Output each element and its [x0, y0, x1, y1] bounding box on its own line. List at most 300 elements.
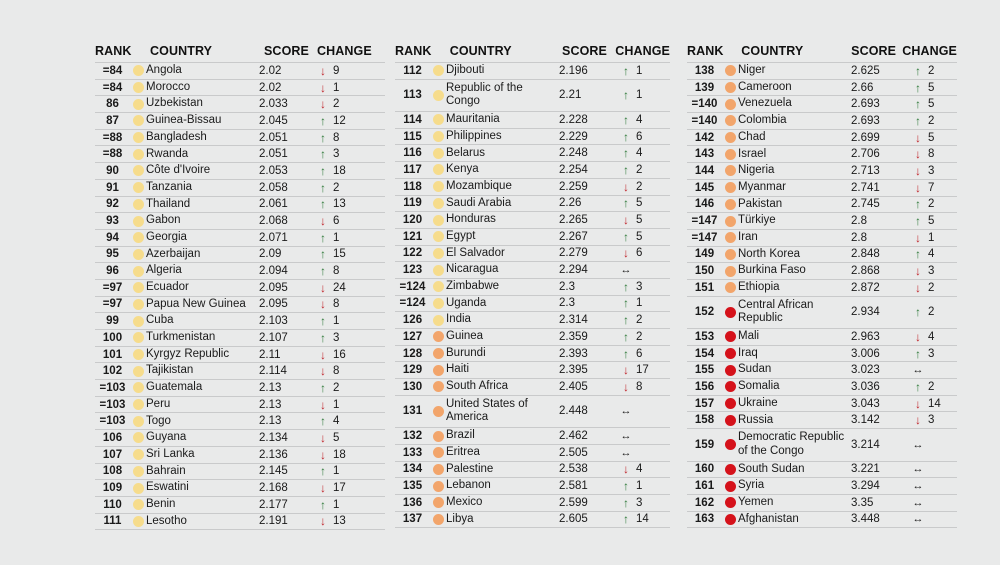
arrow-up-icon: ↑ — [320, 197, 326, 212]
change-cell: 4 — [928, 248, 935, 261]
rank-cell: =88 — [102, 131, 123, 144]
table-row — [395, 196, 670, 213]
country-cell: Tanzania — [146, 180, 193, 193]
rank-cell: 113 — [403, 89, 422, 102]
score-cell: 2.872 — [851, 281, 880, 294]
country-cell: Guyana — [146, 431, 187, 444]
status-dot-cell — [722, 232, 738, 243]
country-cell: Venezuela — [738, 97, 792, 110]
table-row — [687, 346, 957, 363]
change-cell: 5 — [928, 215, 935, 228]
header-rank: RANK — [687, 44, 724, 58]
table-body — [95, 62, 385, 530]
table-row — [395, 462, 670, 479]
status-dot-icon — [133, 165, 144, 176]
rank-cell: 142 — [694, 131, 715, 144]
country-cell: Mauritania — [446, 113, 500, 126]
change-cell: 4 — [636, 113, 643, 126]
status-dot-icon — [725, 249, 736, 260]
status-dot-cell — [722, 365, 738, 376]
status-dot-cell — [722, 415, 738, 426]
arrow-down-icon: ↓ — [320, 280, 326, 295]
rank-cell: =103 — [99, 381, 126, 394]
table-row — [395, 296, 670, 313]
score-cell: 2.196 — [559, 64, 588, 77]
country-cell: Belarus — [446, 146, 485, 159]
score-cell: 2.051 — [259, 148, 288, 161]
status-dot-cell — [722, 514, 738, 525]
rank-cell: 163 — [694, 513, 715, 526]
change-cell: 3 — [636, 496, 643, 509]
rank-cell: 130 — [402, 380, 423, 393]
rank-cell: 150 — [694, 265, 715, 278]
change-cell: 1 — [333, 315, 340, 328]
table-row — [395, 279, 670, 296]
table-row — [95, 146, 385, 163]
header-change: CHANGE — [615, 44, 670, 58]
table-row — [395, 145, 670, 162]
status-dot-cell — [430, 381, 446, 392]
arrow-up-icon: ↑ — [320, 264, 326, 279]
table-row — [95, 180, 385, 197]
country-cell: Djibouti — [446, 64, 485, 77]
score-cell: 2.134 — [259, 431, 288, 444]
country-cell: Iraq — [738, 346, 758, 359]
status-dot-cell — [722, 199, 738, 210]
arrow-down-icon: ↓ — [915, 413, 921, 428]
score-cell: 3.214 — [851, 438, 880, 451]
country-cell: Côte d'Ivoire — [146, 164, 211, 177]
rank-cell: 143 — [694, 148, 715, 161]
rank-cell: 135 — [402, 480, 423, 493]
status-dot-cell — [130, 399, 146, 410]
arrow-up-icon: ↑ — [915, 247, 921, 262]
table-row — [95, 297, 385, 314]
status-dot-cell — [130, 432, 146, 443]
score-cell: 2.934 — [851, 306, 880, 319]
table-row — [95, 330, 385, 347]
change-cell: 8 — [333, 265, 340, 278]
arrow-up-icon: ↑ — [623, 196, 629, 211]
status-dot-icon — [133, 82, 144, 93]
score-cell: 2.294 — [559, 264, 588, 277]
country-cell: Uganda — [446, 296, 487, 309]
score-cell: 2.02 — [259, 64, 282, 77]
status-dot-icon — [433, 497, 444, 508]
status-dot-cell — [722, 132, 738, 143]
score-cell: 2.693 — [851, 114, 880, 127]
arrow-up-icon: ↑ — [623, 346, 629, 361]
status-dot-cell — [722, 82, 738, 93]
status-dot-icon — [433, 231, 444, 242]
arrow-up-icon: ↑ — [915, 113, 921, 128]
status-dot-cell — [130, 115, 146, 126]
table-row — [687, 130, 957, 147]
country-cell: Lebanon — [446, 479, 491, 492]
arrow-both-icon: ↔ — [620, 405, 632, 418]
arrow-up-icon: ↑ — [623, 112, 629, 127]
change-cell: 4 — [636, 463, 643, 476]
arrow-up-icon: ↑ — [623, 63, 629, 78]
arrow-down-icon: ↓ — [623, 462, 629, 477]
status-dot-cell — [130, 182, 146, 193]
score-cell: 2.267 — [559, 230, 588, 243]
arrow-up-icon: ↑ — [320, 163, 326, 178]
country-cell: Mali — [738, 330, 760, 343]
arrow-up-icon: ↑ — [915, 305, 921, 320]
rank-cell: 155 — [694, 364, 715, 377]
status-dot-cell — [130, 416, 146, 427]
table-row — [95, 263, 385, 280]
status-dot-icon — [433, 381, 444, 392]
change-cell: 3 — [928, 164, 935, 177]
header-country: COUNTRY — [449, 44, 512, 58]
score-cell: 2.136 — [259, 448, 288, 461]
rank-cell: 156 — [694, 380, 715, 393]
rank-cell: 157 — [694, 397, 715, 410]
country-cell: Thailand — [146, 197, 191, 210]
table-row — [395, 129, 670, 146]
country-cell: Egypt — [446, 229, 476, 242]
status-dot-cell — [430, 298, 446, 309]
table-row — [687, 462, 957, 479]
change-cell: 3 — [333, 148, 340, 161]
rank-cell: =97 — [102, 281, 123, 294]
change-cell: 13 — [333, 198, 346, 211]
arrow-down-icon: ↓ — [320, 80, 326, 95]
status-dot-cell — [722, 216, 738, 227]
table-row — [395, 362, 670, 379]
status-dot-cell — [130, 249, 146, 260]
status-dot-icon — [725, 266, 736, 277]
change-cell: 5 — [636, 230, 643, 243]
country-cell: Morocco — [146, 80, 191, 93]
status-dot-cell — [430, 365, 446, 376]
rank-cell: 99 — [106, 315, 119, 328]
arrow-up-icon: ↑ — [320, 113, 326, 128]
change-cell: 1 — [636, 89, 643, 102]
status-dot-cell — [130, 65, 146, 76]
change-cell: 5 — [928, 98, 935, 111]
status-dot-icon — [725, 232, 736, 243]
change-cell: 2 — [928, 281, 935, 294]
rank-cell: 112 — [403, 64, 422, 77]
country-cell: United States of America — [446, 397, 528, 424]
table-row — [95, 514, 385, 531]
table-row — [687, 163, 957, 180]
rank-cell: =88 — [102, 148, 123, 161]
table-row — [95, 197, 385, 214]
arrow-down-icon: ↓ — [623, 246, 629, 261]
header-score: SCORE — [562, 44, 607, 58]
score-cell: 2.359 — [559, 330, 588, 343]
score-cell: 2.068 — [259, 215, 288, 228]
country-cell: Bangladesh — [146, 130, 207, 143]
arrow-down-icon: ↓ — [623, 213, 629, 228]
status-dot-icon — [133, 266, 144, 277]
change-cell: 2 — [636, 163, 643, 176]
arrow-both-icon: ↔ — [912, 463, 924, 476]
table-row — [95, 280, 385, 297]
country-cell: Algeria — [146, 264, 182, 277]
change-cell: 3 — [928, 414, 935, 427]
table-header — [95, 40, 385, 62]
change-cell: 4 — [636, 147, 643, 160]
country-cell: Russia — [738, 413, 774, 426]
arrow-up-icon: ↑ — [320, 230, 326, 245]
score-cell: 2.314 — [559, 314, 588, 327]
status-dot-cell — [722, 99, 738, 110]
rank-cell: 111 — [103, 515, 122, 528]
status-dot-icon — [133, 65, 144, 76]
table-row — [687, 63, 957, 80]
status-dot-cell — [130, 232, 146, 243]
score-cell: 2.13 — [259, 381, 282, 394]
arrow-both-icon: ↔ — [912, 496, 924, 509]
arrow-down-icon: ↓ — [320, 430, 326, 445]
status-dot-icon — [433, 481, 444, 492]
table-row — [687, 247, 957, 264]
status-dot-cell — [130, 199, 146, 210]
rank-cell: =147 — [691, 215, 718, 228]
status-dot-icon — [725, 497, 736, 508]
status-dot-cell — [430, 514, 446, 525]
rank-cell: 159 — [694, 438, 715, 451]
change-cell: 1 — [636, 480, 643, 493]
change-cell: 16 — [333, 348, 346, 361]
table-body — [395, 62, 670, 528]
country-cell: India — [446, 313, 471, 326]
status-dot-cell — [722, 331, 738, 342]
rank-cell: 154 — [694, 347, 715, 360]
status-dot-cell — [430, 198, 446, 209]
arrow-up-icon: ↑ — [320, 314, 326, 329]
change-cell: 2 — [928, 114, 935, 127]
arrow-down-icon: ↓ — [915, 230, 921, 245]
score-cell: 2.058 — [259, 181, 288, 194]
status-dot-icon — [725, 481, 736, 492]
table-row — [687, 197, 957, 214]
rank-cell: 134 — [402, 463, 423, 476]
arrow-up-icon: ↑ — [915, 214, 921, 229]
table-row — [95, 80, 385, 97]
arrow-up-icon: ↑ — [623, 146, 629, 161]
header-score: SCORE — [851, 44, 897, 58]
score-cell: 3.294 — [851, 480, 880, 493]
status-dot-icon — [133, 399, 144, 410]
status-dot-icon — [433, 406, 444, 417]
table-row — [95, 213, 385, 230]
status-dot-cell — [130, 483, 146, 494]
change-cell: 2 — [333, 98, 340, 111]
country-cell: Brazil — [446, 429, 475, 442]
country-cell: Palestine — [446, 462, 494, 475]
change-cell: 5 — [333, 431, 340, 444]
rank-cell: 108 — [102, 465, 123, 478]
status-dot-cell — [130, 165, 146, 176]
change-cell: 2 — [928, 198, 935, 211]
status-dot-cell — [430, 90, 446, 101]
status-dot-cell — [430, 464, 446, 475]
country-cell: Kyrgyz Republic — [146, 347, 230, 360]
status-dot-icon — [133, 366, 144, 377]
rank-cell: 122 — [402, 247, 423, 260]
score-cell: 2.706 — [851, 148, 880, 161]
arrow-down-icon: ↓ — [320, 63, 326, 78]
rank-cell: 86 — [106, 98, 119, 111]
status-dot-cell — [722, 249, 738, 260]
country-cell: Guatemala — [146, 381, 203, 394]
status-dot-cell — [722, 115, 738, 126]
status-dot-cell — [430, 315, 446, 326]
change-cell: 2 — [636, 314, 643, 327]
arrow-up-icon: ↑ — [320, 147, 326, 162]
rank-cell: 120 — [402, 214, 423, 227]
table-row — [395, 312, 670, 329]
status-dot-icon — [725, 282, 736, 293]
rank-cell: 110 — [103, 498, 122, 511]
arrow-down-icon: ↓ — [915, 280, 921, 295]
country-cell: Georgia — [146, 230, 187, 243]
status-dot-cell — [722, 165, 738, 176]
arrow-up-icon: ↑ — [320, 130, 326, 145]
country-cell: Sudan — [738, 363, 772, 376]
country-cell: Turkmenistan — [146, 331, 216, 344]
status-dot-cell — [430, 164, 446, 175]
arrow-up-icon: ↑ — [623, 229, 629, 244]
status-dot-icon — [725, 514, 736, 525]
country-cell: Democratic Republic of the Congo — [738, 431, 845, 457]
arrow-up-icon: ↑ — [623, 296, 629, 311]
status-dot-icon — [133, 216, 144, 227]
country-cell: Haiti — [446, 363, 470, 376]
change-cell: 3 — [333, 331, 340, 344]
arrow-down-icon: ↓ — [623, 379, 629, 394]
rank-cell: 92 — [106, 198, 119, 211]
status-dot-icon — [725, 165, 736, 176]
rank-cell: 114 — [403, 113, 422, 126]
score-cell: 2.168 — [259, 482, 288, 495]
table-body — [687, 62, 957, 528]
arrow-up-icon: ↑ — [623, 279, 629, 294]
score-cell: 2.145 — [259, 465, 288, 478]
status-dot-cell — [722, 282, 738, 293]
table-row — [95, 347, 385, 364]
table-row — [687, 297, 957, 329]
status-dot-icon — [433, 431, 444, 442]
score-cell: 3.043 — [851, 397, 880, 410]
status-dot-icon — [433, 447, 444, 458]
score-cell: 3.142 — [851, 414, 880, 427]
status-dot-icon — [433, 181, 444, 192]
score-cell: 2.053 — [259, 164, 288, 177]
rank-cell: 123 — [402, 264, 423, 277]
country-cell: Burundi — [446, 346, 486, 359]
rank-cell: =124 — [399, 280, 426, 293]
table-row — [687, 213, 957, 230]
status-dot-icon — [133, 483, 144, 494]
table-row — [95, 230, 385, 247]
score-cell: 2.3 — [559, 280, 575, 293]
country-cell: Syria — [738, 479, 765, 492]
score-cell: 2.8 — [851, 231, 867, 244]
status-dot-icon — [133, 232, 144, 243]
table-row — [395, 445, 670, 462]
table-row — [95, 397, 385, 414]
score-cell: 2.26 — [559, 197, 582, 210]
score-cell: 2.02 — [259, 81, 282, 94]
status-dot-cell — [722, 381, 738, 392]
rank-cell: 158 — [694, 414, 715, 427]
header-score: SCORE — [264, 44, 309, 58]
country-cell: Afghanistan — [738, 512, 799, 525]
status-dot-cell — [130, 99, 146, 110]
change-cell: 6 — [636, 130, 643, 143]
table-row — [95, 63, 385, 80]
change-cell: 4 — [928, 330, 935, 343]
table-row — [687, 230, 957, 247]
score-cell: 2.868 — [851, 265, 880, 278]
status-dot-icon — [133, 382, 144, 393]
status-dot-cell — [130, 266, 146, 277]
country-cell: El Salvador — [446, 246, 505, 259]
status-dot-cell — [430, 65, 446, 76]
change-cell: 12 — [333, 114, 346, 127]
status-dot-icon — [133, 149, 144, 160]
status-dot-cell — [430, 431, 446, 442]
arrow-up-icon: ↑ — [320, 497, 326, 512]
arrow-up-icon: ↑ — [623, 88, 629, 103]
status-dot-cell — [130, 316, 146, 327]
status-dot-cell — [130, 499, 146, 510]
arrow-down-icon: ↓ — [320, 364, 326, 379]
score-cell: 2.279 — [559, 247, 588, 260]
table-row — [687, 396, 957, 413]
status-dot-icon — [433, 464, 444, 475]
status-dot-cell — [430, 148, 446, 159]
ranking-table-middle — [395, 40, 670, 528]
rank-cell: =103 — [99, 415, 126, 428]
change-cell: 2 — [333, 181, 340, 194]
rank-cell: 161 — [694, 480, 715, 493]
rank-cell: =140 — [691, 114, 718, 127]
status-dot-icon — [725, 199, 736, 210]
arrow-both-icon: ↔ — [620, 264, 632, 277]
country-cell: Lesotho — [146, 514, 187, 527]
country-cell: Philippines — [446, 129, 502, 142]
change-cell: 8 — [636, 380, 643, 393]
table-row — [687, 512, 957, 529]
country-cell: Tajikistan — [146, 364, 194, 377]
rank-cell: =84 — [102, 64, 123, 77]
status-dot-icon — [725, 415, 736, 426]
score-cell: 2.107 — [259, 331, 288, 344]
country-cell: Ethiopia — [738, 281, 780, 294]
arrow-both-icon: ↔ — [620, 446, 632, 459]
status-dot-icon — [133, 466, 144, 477]
status-dot-icon — [433, 298, 444, 309]
status-dot-icon — [725, 149, 736, 160]
change-cell: 5 — [928, 131, 935, 144]
rank-cell: 129 — [402, 364, 423, 377]
header-country: COUNTRY — [150, 44, 213, 58]
change-cell: 1 — [333, 465, 340, 478]
arrow-up-icon: ↑ — [623, 495, 629, 510]
score-cell: 2.699 — [851, 131, 880, 144]
status-dot-icon — [725, 132, 736, 143]
arrow-down-icon: ↓ — [915, 396, 921, 411]
status-dot-cell — [130, 349, 146, 360]
